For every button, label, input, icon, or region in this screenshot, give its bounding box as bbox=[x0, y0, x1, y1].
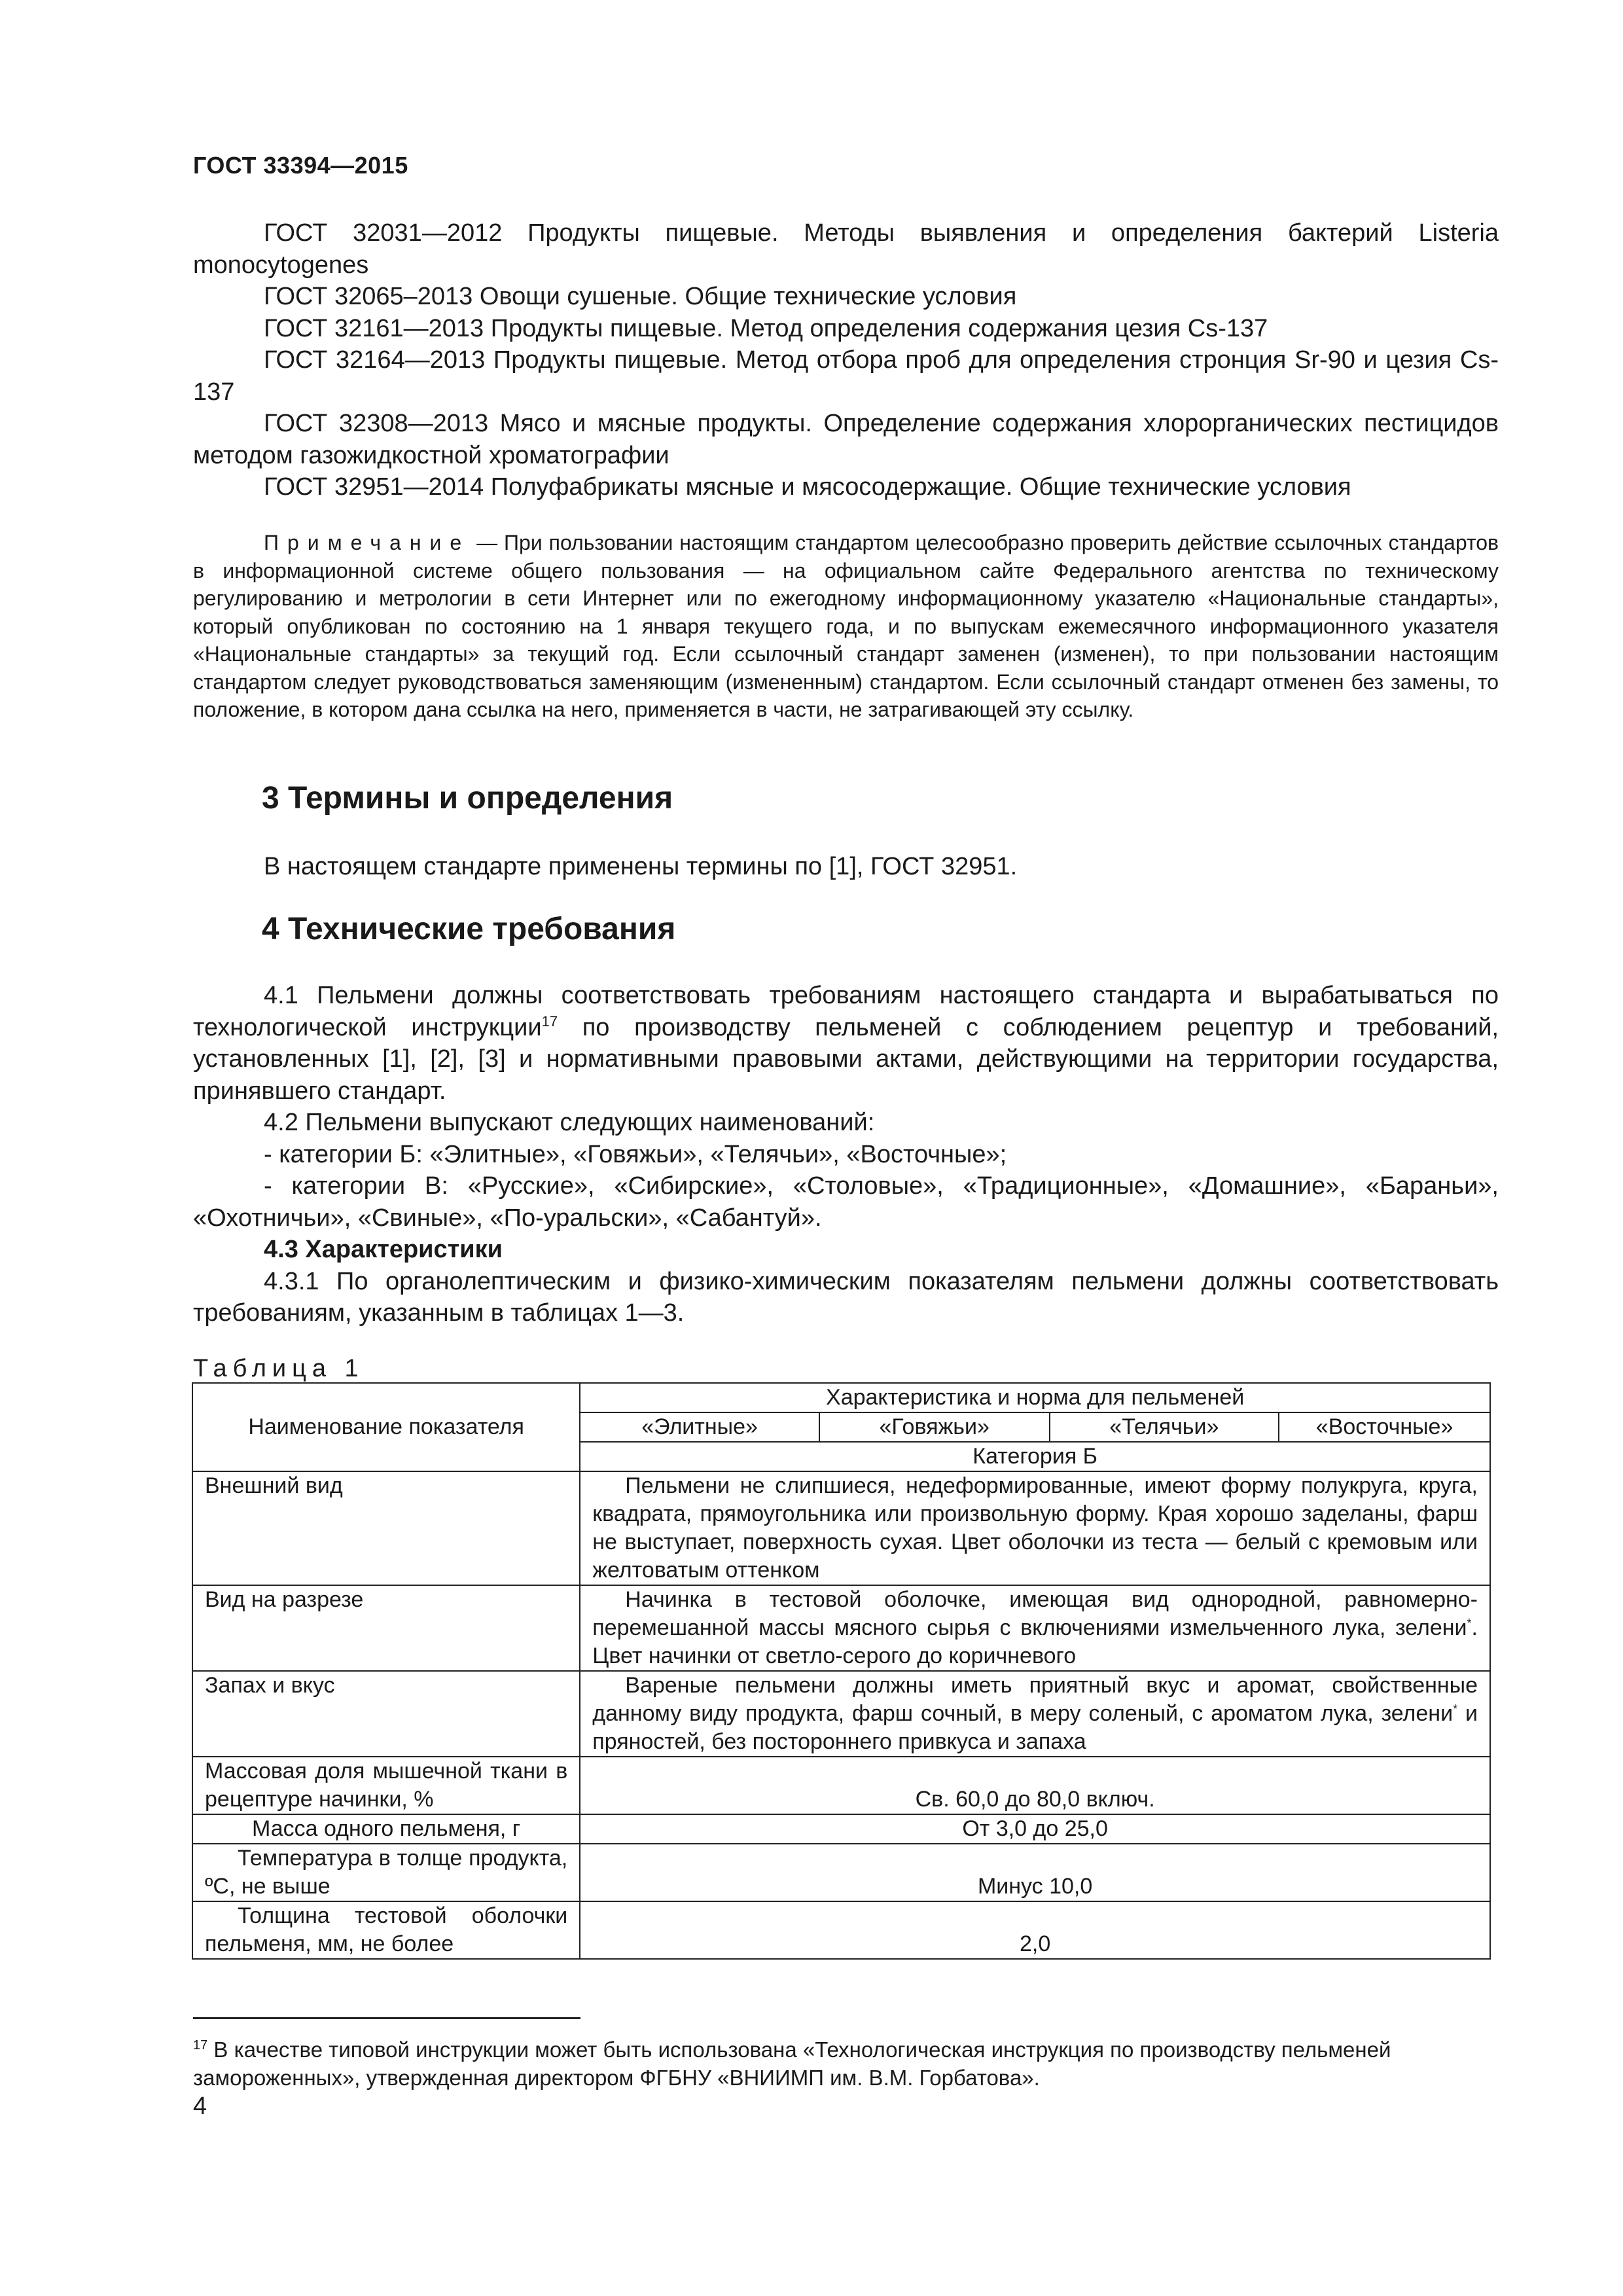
cell-text: . Цвет начинки от светло-серого до коричневого bbox=[592, 1615, 1478, 1668]
table-cell-name: Внешний вид bbox=[192, 1471, 580, 1585]
normative-references-list bbox=[193, 217, 1499, 503]
table-row bbox=[192, 1757, 1490, 1814]
table-cell-value: Минус 10,0 bbox=[580, 1844, 1490, 1901]
table-row bbox=[192, 1901, 1490, 1959]
table-caption: Таблица 1 bbox=[193, 1355, 365, 1382]
table-head-name: Наименование показателя bbox=[192, 1383, 580, 1471]
paragraph-4-3-1: 4.3.1 По органолептическим и физико-химическим показателям пельмени должны соответствовать требованиям, указанным в таблицах 1—3. bbox=[193, 1267, 1499, 1327]
paragraph-4-2: 4.2 Пельмени выпускают следующих наименований: bbox=[264, 1109, 875, 1136]
section-3-heading: 3 Термины и определения bbox=[262, 781, 673, 816]
table-cell-value: Пельмени не слипшиеся, недеформированные, имеют форму полукруга, круга, квадрата, прямоугольника или произвольную форму. Края хорошо заделаны, фарш не выступает, поверхность сухая. Цвет оболочки из теста — белый с кремовым или желтоватым оттенком bbox=[580, 1471, 1490, 1585]
table-column-header: «Говяжьи» bbox=[819, 1412, 1050, 1442]
table-1 bbox=[192, 1382, 1491, 1960]
table-cell-name: Запах и вкус bbox=[192, 1671, 580, 1757]
reference-item: ГОСТ 32164—2013 Продукты пищевые. Метод отбора проб для определения стронция Sr-90 и цезия Cs-137 bbox=[193, 346, 1499, 406]
reference-item: ГОСТ 32308—2013 Мясо и мясные продукты. Определение содержания хлорорганических пестицидов методом газожидкостной хроматографии bbox=[193, 410, 1499, 469]
reference-item: ГОСТ 32951—2014 Полуфабрикаты мясные и мясосодержащие. Общие технические условия bbox=[264, 473, 1351, 501]
table-cell-value: От 3,0 до 25,0 bbox=[580, 1814, 1490, 1844]
document-header: ГОСТ 33394—2015 bbox=[193, 152, 408, 179]
paragraph-4-3-heading: 4.3 Характеристики bbox=[264, 1236, 503, 1263]
table-row bbox=[192, 1671, 1490, 1757]
asterisk-mark: * bbox=[1467, 1617, 1472, 1630]
table-cell-value bbox=[580, 1585, 1490, 1671]
table-cell-name: Масса одного пельменя, г bbox=[192, 1814, 580, 1844]
section-4-heading: 4 Технические требования bbox=[262, 912, 676, 946]
table-column-header: «Телячьи» bbox=[1050, 1412, 1279, 1442]
footnote-ref: 17 bbox=[541, 1013, 558, 1030]
note-text: — При пользовании настоящим стандартом целесообразно проверить действие ссылочных стандартов в информационной системе общего пользования — на официальном сайте Федерального агентства по техническому регулированию и метрологии в сети Интернет или по ежегодному информационному указателю «Национальные стандарты», который опубликован по состоянию на 1 января текущего года, и по выпускам ежемесячного информационного указателя «Национальные стандарты» за текущий год. Если ссылочный стандарт заменен (изменен), то при пользовании настоящим стандартом следует руководствоваться заменяющим (измененным) стандартом. Если ссылочный стандарт отменен без замены, то положение, в котором дана ссылка на него, применяется в части, не затрагивающей эту ссылку. bbox=[193, 531, 1499, 721]
table-column-header: «Элитные» bbox=[580, 1412, 819, 1442]
table-category: Категория Б bbox=[580, 1442, 1490, 1471]
reference-item: ГОСТ 32065–2013 Овощи сушеные. Общие технические условия bbox=[264, 283, 1017, 310]
cell-text: Вареные пельмени должны иметь приятный вкус и аромат, свойственные данному виду продукта, фарш сочный, в меру соленый, с ароматом лука, зелени bbox=[592, 1673, 1478, 1726]
footnote bbox=[193, 2036, 1499, 2092]
table-column-header: «Восточные» bbox=[1279, 1412, 1490, 1442]
section-4-body bbox=[193, 980, 1499, 1329]
paragraph-4-1 bbox=[193, 980, 1499, 1107]
footnote-text: В качестве типовой инструкции может быть использована «Технологическая инструкция по производству пельменей замороженных», утвержденная директором ФГБНУ «ВНИИМП им. В.М. Горбатова». bbox=[193, 2037, 1391, 2090]
section-3-text: В настоящем стандарте применены термины по [1], ГОСТ 32951. bbox=[264, 853, 1018, 880]
table-cell-name: Вид на разрезе bbox=[192, 1585, 580, 1671]
table-cell-name: Толщина тестовой оболочки пельменя, мм, не более bbox=[192, 1901, 580, 1959]
category-v-list: - категории В: «Русские», «Сибирские», «Столовые», «Традиционные», «Домашние», «Бараньи», «Охотничьи», «Свиные», «По-уральски», «Сабантуй». bbox=[193, 1172, 1499, 1232]
paragraph-4-1-text: 4.1 Пельмени должны соответствовать требованиям настоящего стандарта и вырабатываться по технологической инструкции bbox=[193, 982, 1499, 1041]
table-cell-value: 2,0 bbox=[580, 1901, 1490, 1959]
cell-text: Начинка в тестовой оболочке, имеющая вид однородной, равномерно-перемешанной массы мясного сырья с включениями измельченного лука, зелени bbox=[592, 1587, 1478, 1640]
note-paragraph bbox=[193, 529, 1499, 724]
reference-item: ГОСТ 32161—2013 Продукты пищевые. Метод определения содержания цезия Cs-137 bbox=[264, 314, 1268, 342]
table-cell-name: Массовая доля мышечной ткани в рецептуре начинки, % bbox=[192, 1757, 580, 1814]
reference-item: ГОСТ 32031—2012 Продукты пищевые. Методы выявления и определения бактерий Listeria monocytogenes bbox=[193, 219, 1499, 279]
table-row bbox=[192, 1585, 1490, 1671]
footnote-separator bbox=[193, 2017, 580, 2019]
table-head-group: Характеристика и норма для пельменей bbox=[580, 1383, 1490, 1412]
note-label: Примечание bbox=[264, 531, 471, 554]
table-row bbox=[192, 1844, 1490, 1901]
table-row bbox=[192, 1471, 1490, 1585]
paragraph-4-1-text-cont: по производству пельменей с соблюдением рецептур и требований, установленных [1], [2], [3] и нормативными правовыми актами, действующими на территории государства, принявшего стандарт. bbox=[193, 1013, 1499, 1105]
footnote-mark: 17 bbox=[193, 2038, 208, 2053]
asterisk-mark: * bbox=[1453, 1702, 1458, 1715]
cell-text: и пряностей, без постороннего привкуса и запаха bbox=[592, 1701, 1478, 1754]
category-b-list: - категории Б: «Элитные», «Говяжьи», «Телячьи», «Восточные»; bbox=[264, 1140, 1007, 1168]
table-cell-value: Св. 60,0 до 80,0 включ. bbox=[580, 1757, 1490, 1814]
table-cell-name: Температура в толще продукта, ºС, не выше bbox=[192, 1844, 580, 1901]
table-row bbox=[192, 1814, 1490, 1844]
page-number: 4 bbox=[193, 2092, 207, 2120]
table-cell-value bbox=[580, 1671, 1490, 1757]
